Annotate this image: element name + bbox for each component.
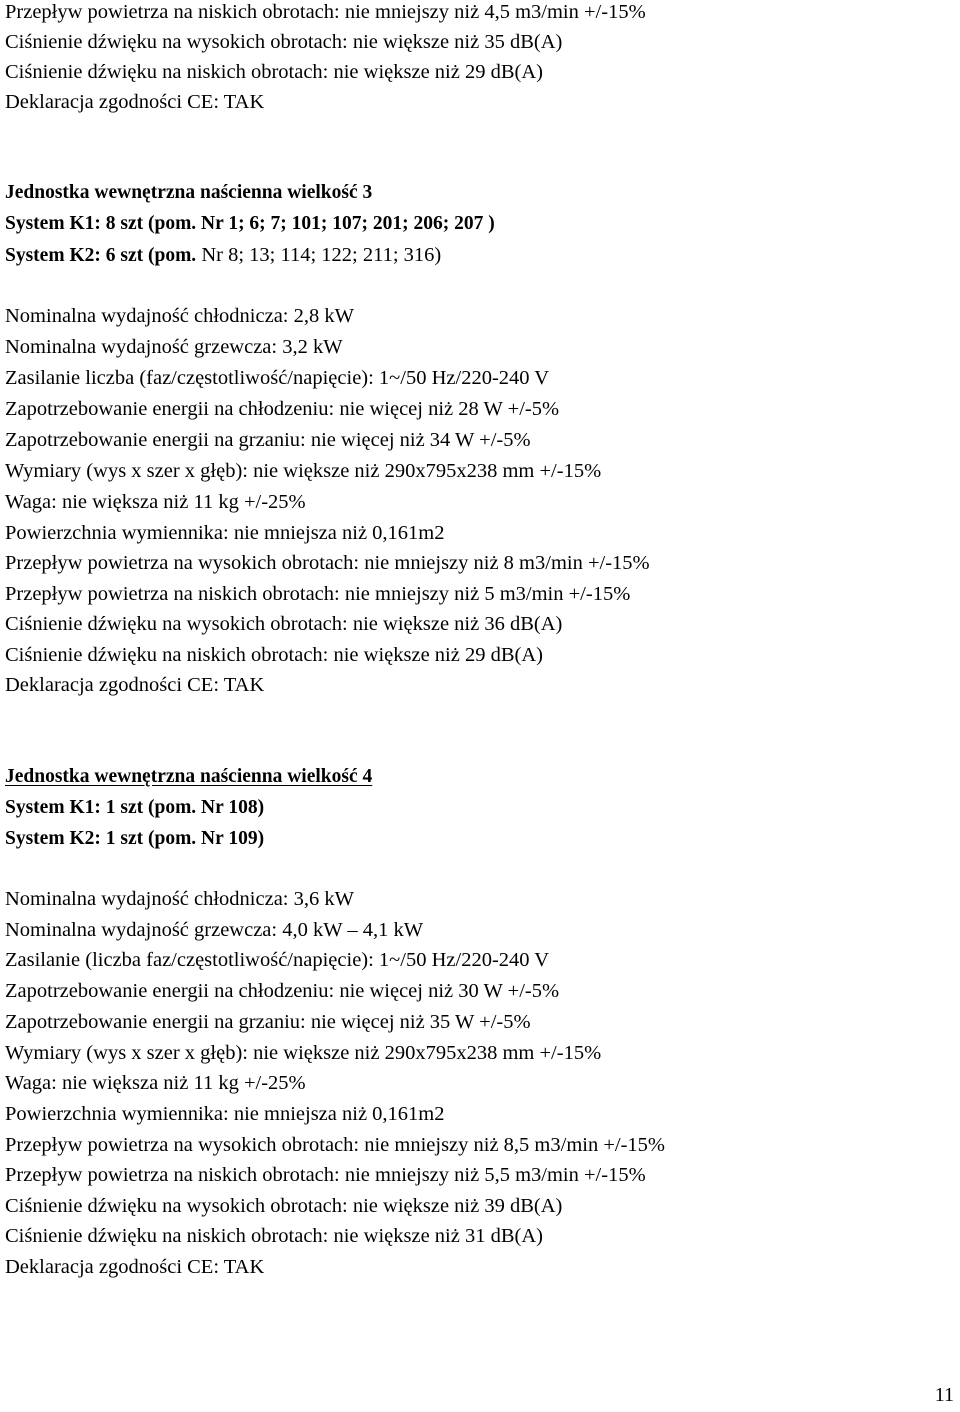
system-k2-rest: Nr 8; 13; 114; 122; 211; 316) (196, 244, 442, 266)
spec-line: Wymiary (wys x szer x głęb): nie większe niż 290x795x238 mm +/-15% (5, 460, 602, 482)
spec-line: Ciśnienie dźwięku na wysokich obrotach: nie większe niż 35 dB(A) (5, 31, 563, 53)
spec-line: Przepływ powietrza na niskich obrotach: nie mniejszy niż 4,5 m3/min +/-15% (5, 1, 646, 23)
system-k1-line: System K1: 8 szt (pom. Nr 1; 6; 7; 101; 107; 201; 206; 207 ) (5, 213, 495, 234)
spec-line: Nominalna wydajność chłodnicza: 3,6 kW (5, 888, 354, 910)
spec-line: Ciśnienie dźwięku na wysokich obrotach: nie większe niż 39 dB(A) (5, 1195, 563, 1217)
spec-line: Powierzchnia wymiennika: nie mniejsza niż 0,161m2 (5, 1103, 445, 1125)
spec-line: Nominalna wydajność grzewcza: 3,2 kW (5, 336, 343, 358)
spec-line: Ciśnienie dźwięku na wysokich obrotach: nie większe niż 36 dB(A) (5, 613, 563, 635)
system-k2-bold: System K2: 6 szt (pom. (5, 245, 197, 266)
page-number: 11 (934, 1384, 954, 1406)
spec-line: Przepływ powietrza na niskich obrotach: nie mniejszy niż 5,5 m3/min +/-15% (5, 1164, 646, 1186)
spec-line: Nominalna wydajność grzewcza: 4,0 kW – 4,1 kW (5, 919, 424, 941)
spec-line: Zasilanie liczba (faz/częstotliwość/napięcie): 1~/50 Hz/220-240 V (5, 367, 550, 389)
spec-line: Zapotrzebowanie energii na chłodzeniu: nie więcej niż 30 W +/-5% (5, 980, 560, 1002)
system-k2-line: System K2: 1 szt (pom. Nr 109) (5, 828, 265, 849)
spec-line: Waga: nie większa niż 11 kg +/-25% (5, 491, 306, 513)
spec-line: Ciśnienie dźwięku na niskich obrotach: nie większe niż 31 dB(A) (5, 1225, 543, 1247)
spec-line: Waga: nie większa niż 11 kg +/-25% (5, 1072, 306, 1094)
spec-line: Przepływ powietrza na wysokich obrotach: nie mniejszy niż 8 m3/min +/-15% (5, 552, 650, 574)
spec-line: Deklaracja zgodności CE: TAK (5, 91, 265, 113)
section-heading-unit4: Jednostka wewnętrzna naścienna wielkość 4 (5, 766, 373, 787)
spec-line: Deklaracja zgodności CE: TAK (5, 1256, 265, 1278)
spec-line: Deklaracja zgodności CE: TAK (5, 674, 265, 696)
spec-line: Zasilanie (liczba faz/częstotliwość/napięcie): 1~/50 Hz/220-240 V (5, 949, 550, 971)
spec-line: Ciśnienie dźwięku na niskich obrotach: nie większe niż 29 dB(A) (5, 644, 543, 666)
system-k1-line: System K1: 1 szt (pom. Nr 108) (5, 797, 265, 818)
spec-line: Zapotrzebowanie energii na chłodzeniu: nie więcej niż 28 W +/-5% (5, 398, 560, 420)
spec-line: Nominalna wydajność chłodnicza: 2,8 kW (5, 305, 354, 327)
spec-line: Zapotrzebowanie energii na grzaniu: nie więcej niż 34 W +/-5% (5, 429, 531, 451)
system-k2-line (5, 243, 441, 268)
section-heading-unit3: Jednostka wewnętrzna naścienna wielkość 3 (5, 182, 373, 203)
spec-line: Przepływ powietrza na niskich obrotach: nie mniejszy niż 5 m3/min +/-15% (5, 583, 631, 605)
spec-line: Wymiary (wys x szer x głęb): nie większe niż 290x795x238 mm +/-15% (5, 1042, 602, 1064)
spec-line: Zapotrzebowanie energii na grzaniu: nie więcej niż 35 W +/-5% (5, 1011, 531, 1033)
spec-line: Przepływ powietrza na wysokich obrotach: nie mniejszy niż 8,5 m3/min +/-15% (5, 1134, 666, 1156)
spec-line: Powierzchnia wymiennika: nie mniejsza niż 0,161m2 (5, 522, 445, 544)
spec-line: Ciśnienie dźwięku na niskich obrotach: nie większe niż 29 dB(A) (5, 61, 543, 83)
